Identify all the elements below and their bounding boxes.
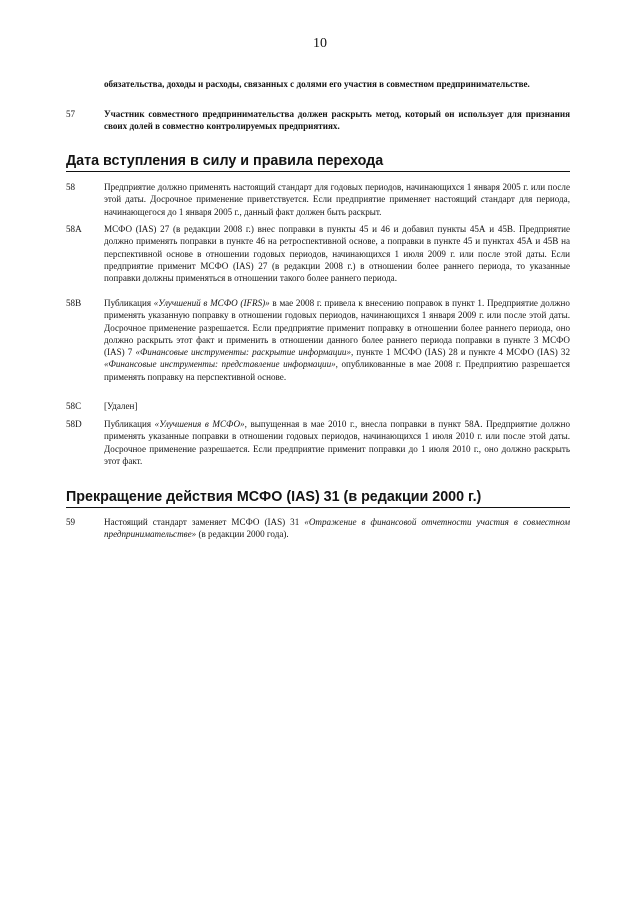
- section-heading-withdrawal: Прекращение действия МСФО (IAS) 31 (в редакции 2000 г.): [66, 488, 570, 508]
- italic-title: «Улучшений в МСФО (IFRS)»: [153, 298, 270, 308]
- page-number: 10: [313, 36, 327, 51]
- paragraph-58d: [66, 418, 570, 467]
- paragraph-57: [66, 108, 570, 133]
- italic-title: «Улучшения в МСФО»: [154, 419, 245, 429]
- paragraph-number: 58C: [66, 401, 82, 411]
- paragraph-number: 58B: [66, 298, 82, 308]
- paragraph-number: 58D: [66, 419, 82, 429]
- paragraph-59: [66, 516, 570, 541]
- paragraph-text: Публикация «Улучшения в МСФО», выпущенная в мае 2010 г., внесла поправки в пункт 58А. Предприятие должно применять указанные поправки в отношении годовых периодов, начинающихся 1 июля 2010 г. или после этой даты. Досрочное применение разрешается. Если предприятие применит поправки до 1 июля 2010 г., оно должно раскрыть этот факт.: [104, 419, 570, 466]
- paragraph-text: [Удален]: [104, 401, 138, 411]
- paragraph-text: МСФО (IAS) 27 (в редакции 2008 г.) внес поправки в пункты 45 и 46 и добавил пункты 45А и 45В. Предприятие должно применять поправки в пункте 46 на ретроспективной основе, а поправки в пункте 45 и пунктах 45А и 45В на перспективной основе в отношении годовых периодов, начинающихся 1 июля 2009 г. или после этой даты. Если предприятие применит МСФО (IAS) 27 (в редакции 2008 г.) в отношении более раннего периода, то указанные поправки должны применяться в отношении такого более раннего периода.: [104, 224, 570, 284]
- paragraph-number: 59: [66, 517, 76, 527]
- paragraph-text: Публикация «Улучшений в МСФО (IFRS)» в мае 2008 г. привела к внесению поправок в пункт 1. Предприятие должно применять указанную поправку в отношении годовых периодов, начинающихся 1 января 2009 г. или после этой даты. Досрочное применение разрешается. Если предприятие применит поправку в отношении более раннего периода, оно должно раскрыть этот факт и применить в отношении данного более раннего периода поправки в пункте 3 МСФО (IAS) 7 «Финансовые инструменты: раскрытие информации», пункте 1 МСФО (IAS) 28 и пункте 4 МСФО (IAS) 32 «Финансовые инструменты: представление информации», опубликованные в мае 2008 г. Предприятию разрешается применять поправку на перспективной основе.: [104, 298, 570, 382]
- paragraph-58c: [66, 400, 570, 412]
- italic-title: «Финансовые инструменты: представление информации»: [104, 359, 336, 370]
- italic-title: «Отражение в финансовой отчетности участия в совместном предпринимательстве»: [104, 517, 570, 540]
- paragraph-58b: [66, 297, 570, 383]
- paragraph-58a: [66, 223, 570, 284]
- paragraph-text: Участник совместного предпринимательства должен раскрыть метод, который он использует для признания своих долей в совместно контролируемых предприятиях.: [104, 109, 570, 132]
- paragraph-58: [66, 181, 570, 218]
- paragraph-number: 57: [66, 109, 76, 119]
- italic-title: «Финансовые инструменты: раскрытие информации»: [135, 347, 351, 358]
- paragraph-number: 58A: [66, 224, 82, 234]
- paragraph-number: 58: [66, 182, 76, 192]
- paragraph-number: [66, 78, 104, 90]
- section-heading-effective-date: Дата вступления в силу и правила перехода: [66, 152, 570, 172]
- paragraph-text: Настоящий стандарт заменяет МСФО (IAS) 31 «Отражение в финансовой отчетности участия в совместном предпринимательстве» (в редакции 2000 года).: [104, 517, 570, 540]
- paragraph-text: обязательства, доходы и расходы, связанных с долями его участия в совместном предпринимательстве.: [104, 79, 530, 89]
- paragraph-continuation: [66, 78, 570, 90]
- paragraph-text: Предприятие должно применять настоящий стандарт для годовых периодов, начинающихся 1 января 2005 г. или после этой даты. Досрочное применение приветствуется. Если предприятие применяет настоящий стандарт для периода, начинающегося до 1 января 2005 г., данный факт должен быть раскрыт.: [104, 182, 570, 217]
